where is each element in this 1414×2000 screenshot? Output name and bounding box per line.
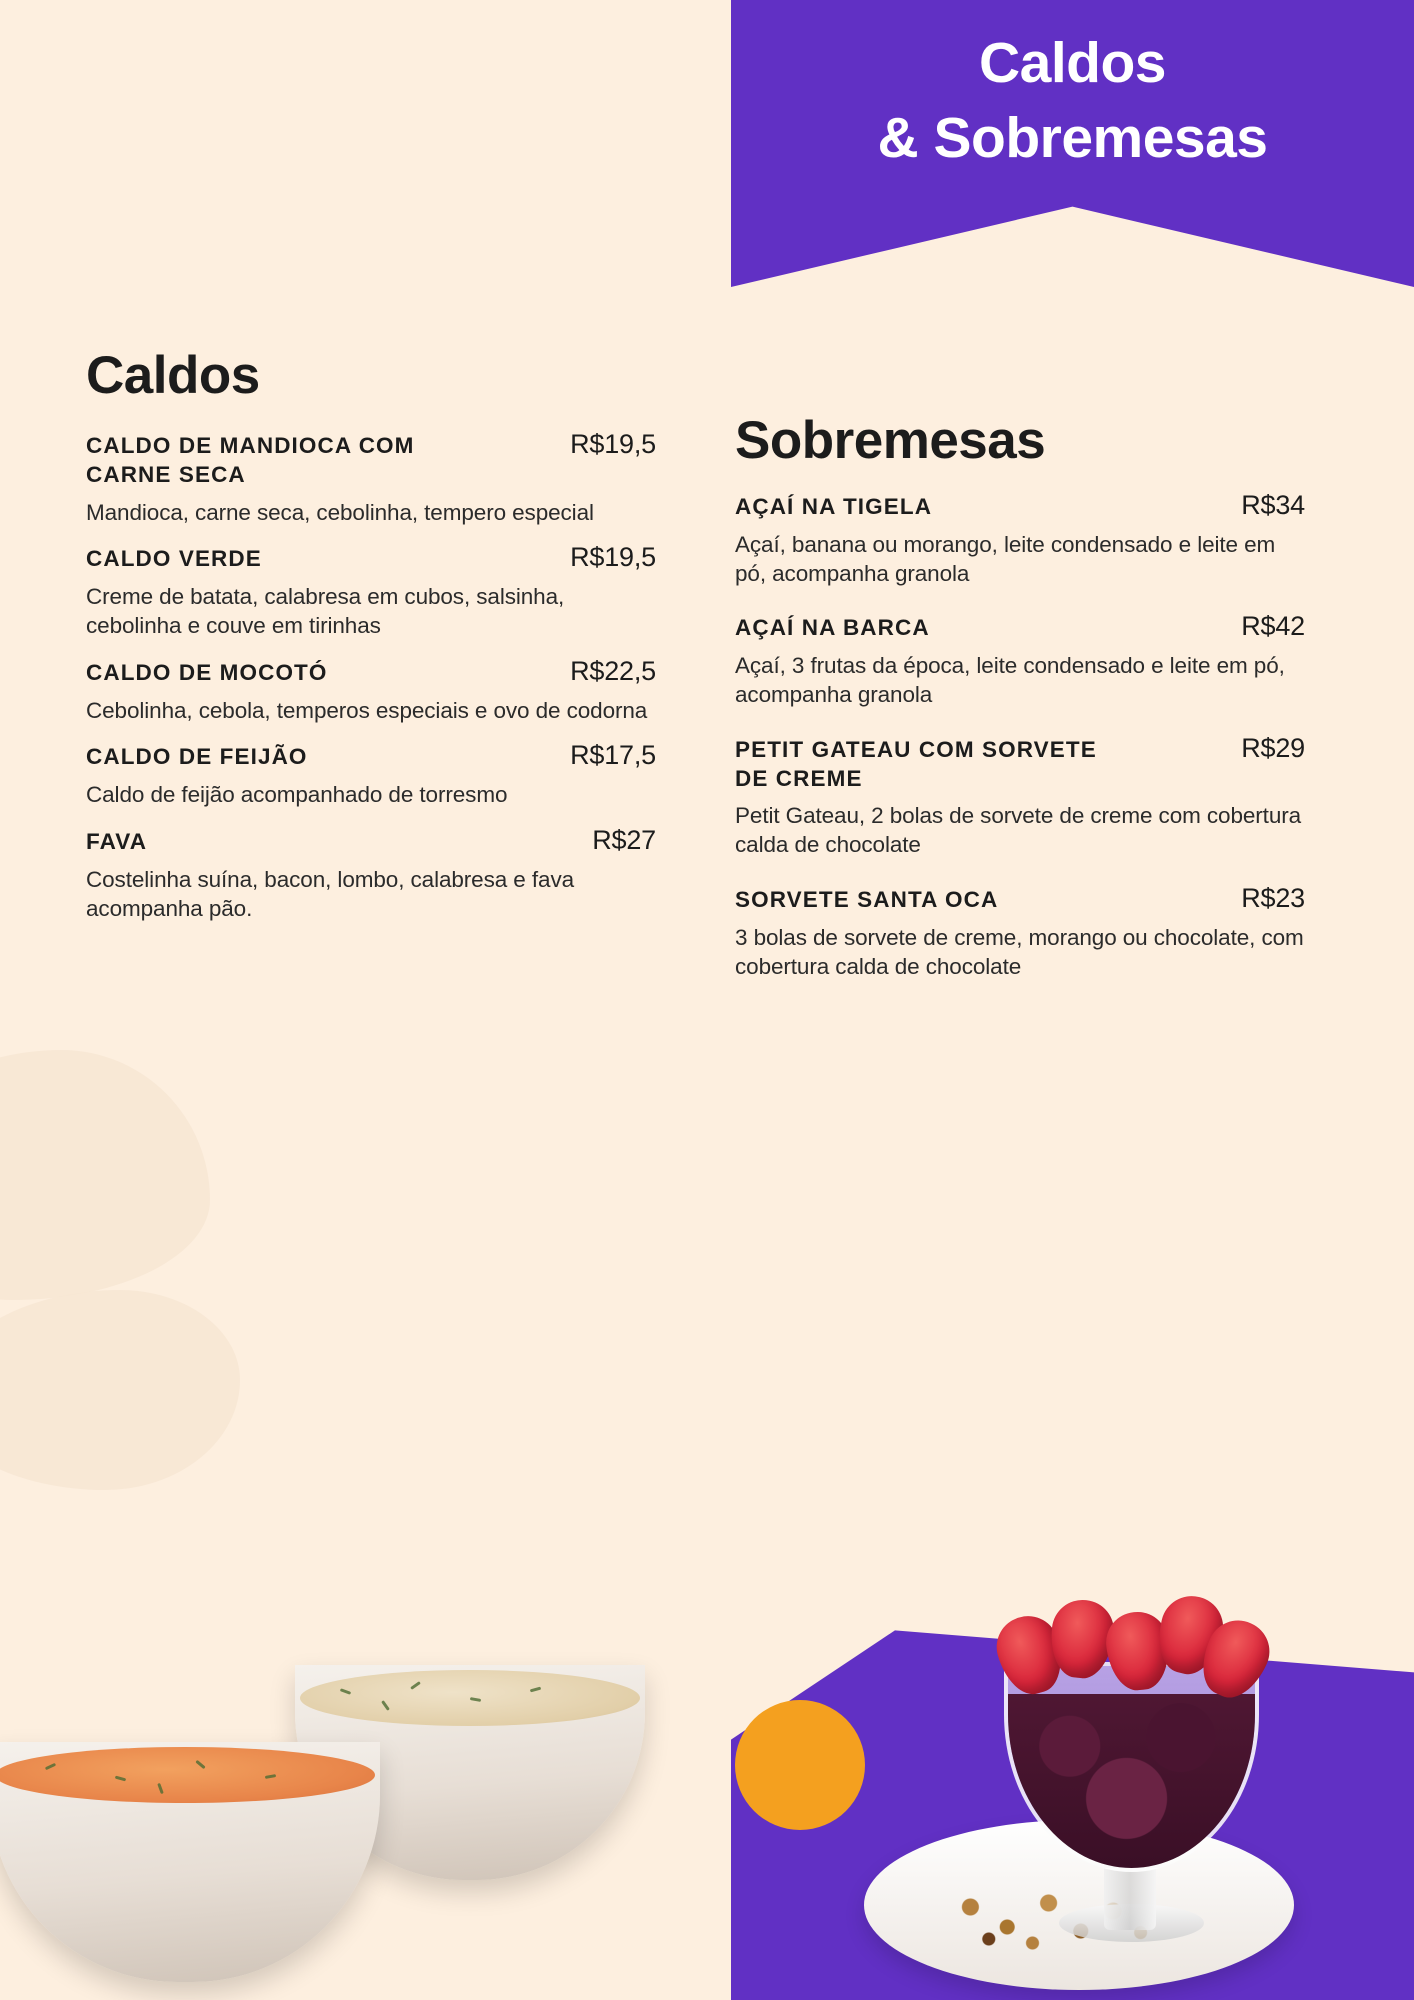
menu-item-head: [86, 824, 656, 857]
section-title-caldos: Caldos: [86, 346, 260, 405]
menu-item-description: 3 bolas de sorvete de creme, morango ou chocolate, com cobertura calda de chocolate: [735, 924, 1304, 979]
section-title-sobremesas: Sobremesas: [735, 411, 1046, 470]
menu-item-head: [86, 429, 656, 490]
menu-item-description: Açaí, banana ou morango, leite condensado e leite em pó, acompanha granola: [735, 531, 1276, 586]
menu-item-price: R$17,5: [570, 740, 656, 771]
menu-item-head: [735, 882, 1305, 915]
menu-item-name: FAVA: [86, 828, 148, 854]
menu-item-description: Creme de batata, calabresa em cubos, salsinha, cebolinha e couve em tirinhas: [86, 584, 565, 638]
decorative-blob-left-upper: [0, 1050, 210, 1300]
menu-item-price: R$19,5: [570, 429, 656, 459]
menu-item-description: Caldo de feijão acompanhado de torresmo: [86, 782, 508, 808]
menu-item-price: R$29: [1241, 732, 1305, 763]
menu-item-description: Costelinha suína, bacon, lombo, calabresa e fava acompanha pão.: [86, 866, 575, 921]
soup-surface-orange: [0, 1747, 375, 1803]
acai-dessert-photo: [854, 1440, 1414, 2000]
menu-item: [86, 740, 656, 810]
soup-bowl-front: [0, 1742, 380, 1982]
menu-item: [735, 490, 1305, 588]
menu-item-head: [86, 542, 656, 574]
acai-fill: [1008, 1694, 1255, 1868]
menu-item: [86, 542, 656, 640]
menu-item: [86, 655, 656, 726]
menu-item-head: [735, 732, 1305, 794]
menu-item: [86, 429, 656, 527]
menu-item: [735, 732, 1305, 860]
menu-item-head: [86, 740, 656, 772]
menu-item-description: Petit Gateau, 2 bolas de sorvete de creme com cobertura calda de chocolate: [735, 803, 1302, 858]
menu-item-price: R$23: [1241, 882, 1305, 913]
decorative-orange-circle: [735, 1700, 865, 1830]
menu-item-head: [86, 655, 656, 688]
menu-item-name: CALDO VERDE: [86, 546, 262, 572]
menu-item-price: R$27: [592, 824, 656, 855]
section-sobremesas: [735, 410, 1305, 1007]
menu-item-name: CALDO DE FEIJÃO: [86, 744, 308, 770]
page-title-line-2: & Sobremesas: [877, 106, 1268, 171]
soup-bowls-photo: [0, 1550, 720, 2000]
page-title-line-1: Caldos: [978, 31, 1167, 95]
menu-item-name: AÇAÍ NA TIGELA: [735, 494, 933, 519]
menu-item: [86, 824, 656, 923]
menu-item-price: R$34: [1241, 490, 1305, 520]
menu-item-description: Mandioca, carne seca, cebolinha, tempero especial: [86, 499, 594, 525]
menu-item-name: AÇAÍ NA BARCA: [735, 615, 930, 641]
menu-item-name: CALDO DE MOCOTÓ: [86, 659, 328, 685]
decorative-blob-left-lower: [0, 1290, 240, 1490]
menu-item-name: PETIT GATEAU COM SORVETE DE CREME: [735, 736, 1097, 791]
soup-surface-cream: [300, 1670, 640, 1726]
menu-item-price: R$19,5: [570, 542, 656, 573]
menu-item: [735, 882, 1305, 981]
menu-item-head: [735, 490, 1305, 522]
menu-item-head: [735, 611, 1305, 643]
menu-item-description: Cebolinha, cebola, temperos especiais e ovo de codorna: [86, 697, 648, 723]
page-title: [731, 26, 1414, 176]
menu-item-description: Açaí, 3 frutas da época, leite condensado e leite em pó, acompanha granola: [735, 653, 1285, 707]
section-caldos: [86, 345, 656, 941]
menu-item-price: R$22,5: [570, 655, 656, 686]
menu-item-name: SORVETE SANTA OCA: [735, 886, 999, 912]
strawberry-topping: [999, 1600, 1264, 1700]
menu-item-name: CALDO DE MANDIOCA COM CARNE SECA: [86, 433, 415, 487]
menu-item: [735, 611, 1305, 709]
menu-item-price: R$42: [1241, 611, 1305, 642]
